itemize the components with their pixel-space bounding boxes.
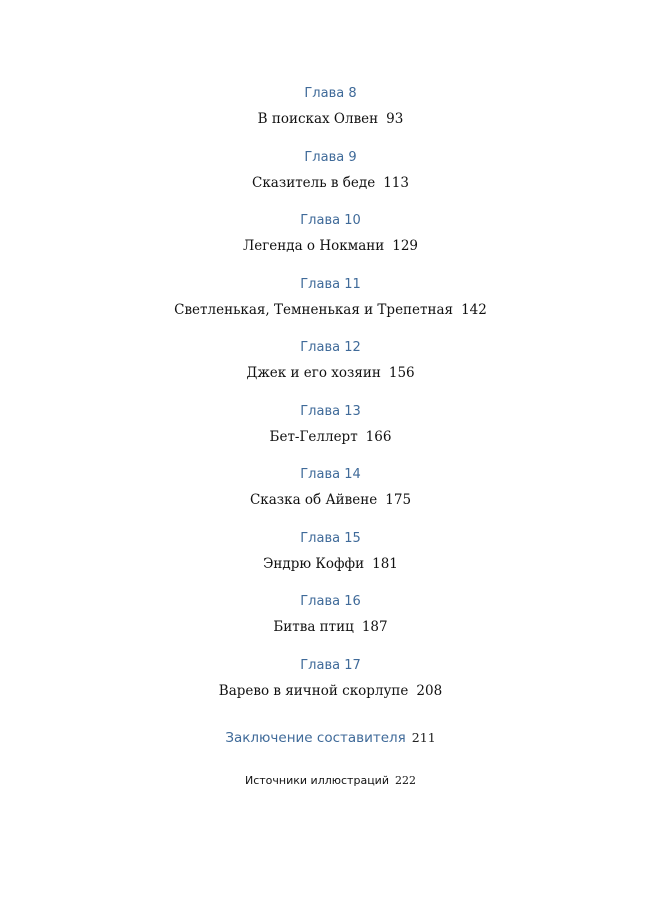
page-number: 208 (416, 683, 443, 699)
chapter-title-line (0, 618, 661, 636)
chapter-title: Варево в яичной скорлупе (218, 683, 409, 699)
chapter-label: Глава 16 (300, 594, 361, 609)
chapter-title-line (0, 555, 661, 573)
page-number: 211 (411, 730, 436, 745)
chapter-label: Глава 10 (300, 213, 361, 228)
page-number: 113 (383, 175, 409, 191)
chapter-label: Глава 15 (300, 531, 361, 546)
toc-entry-chapter-11[interactable] (0, 277, 661, 319)
chapter-label: Глава 13 (300, 404, 361, 419)
chapter-label: Глава 11 (300, 277, 361, 292)
chapter-title-line (0, 174, 661, 192)
toc-entry-chapter-13[interactable] (0, 404, 661, 446)
chapter-label: Глава 14 (300, 467, 361, 482)
chapter-title-line (0, 428, 661, 446)
toc-entry-chapter-12[interactable] (0, 340, 661, 382)
toc-entry-chapter-15[interactable] (0, 531, 661, 573)
toc-entry-chapter-16[interactable] (0, 594, 661, 636)
toc-entry-chapter-8[interactable] (0, 86, 661, 128)
chapter-title-line (0, 110, 661, 128)
chapter-label: Глава 12 (300, 340, 361, 355)
chapter-label: Глава 9 (304, 150, 357, 165)
chapter-title: Светленькая, Темненькая и Трепетная (174, 302, 454, 318)
toc-entry-afterword[interactable] (0, 729, 661, 747)
chapter-title: Джек и его хозяин (246, 365, 381, 381)
chapter-title: В поисках Олвен (257, 111, 379, 127)
chapter-title-line (0, 364, 661, 382)
page-number: 156 (388, 365, 415, 381)
page-number: 166 (365, 429, 392, 445)
page-number: 222 (394, 774, 416, 787)
chapter-title: Эндрю Коффи (263, 556, 365, 572)
chapter-title: Битва птиц (273, 619, 354, 635)
chapter-title: Сказка об Айвене (249, 492, 378, 508)
chapter-title-line (0, 237, 661, 255)
chapter-title-line (0, 301, 661, 319)
chapter-title: Сказитель в беде (252, 175, 376, 191)
toc-entry-chapter-17[interactable] (0, 658, 661, 700)
chapter-title-line (0, 682, 661, 700)
page-number: 93 (386, 111, 404, 127)
toc-entry-chapter-9[interactable] (0, 150, 661, 192)
page-number: 142 (461, 302, 487, 318)
chapter-title: Бет-Геллерт (269, 429, 358, 445)
chapter-title-line (0, 491, 661, 509)
page-number: 175 (385, 492, 412, 508)
chapter-title: Легенда о Нокмани (242, 238, 385, 254)
afterword-title: Заключение составителя (225, 730, 406, 746)
chapter-label: Глава 17 (300, 658, 361, 673)
page-number: 187 (361, 619, 388, 635)
sources-title: Источники иллюстраций (245, 774, 389, 787)
page-number: 181 (372, 556, 398, 572)
chapter-label: Глава 8 (304, 86, 357, 101)
toc-entry-illustration-sources[interactable] (0, 773, 661, 788)
page-number: 129 (392, 238, 419, 254)
toc-entry-chapter-14[interactable] (0, 467, 661, 509)
toc-entry-chapter-10[interactable] (0, 213, 661, 255)
